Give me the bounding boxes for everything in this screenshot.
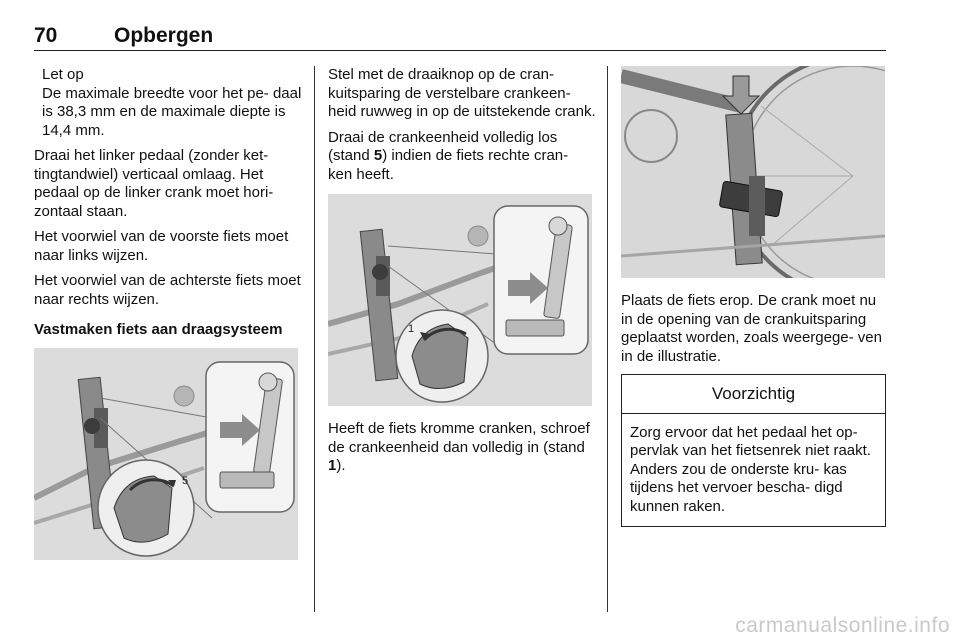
column-middle [328, 66, 596, 483]
paragraph: Het voorwiel van de voorste fiets moet naar links wijzen. [34, 228, 289, 264]
illustration-bike-mounted-crank [621, 66, 885, 278]
note-box [34, 66, 302, 140]
paragraph: Draai het linker pedaal (zonder ket- tingtandwiel) verticaal omlaag. Het pedaal op de linker crank moet hori- zontaal staan. [34, 147, 274, 220]
column-divider [314, 66, 315, 612]
paragraph: Draai de crankeenheid volledig los (stand 5) indien de fiets rechte cran- ken heeft. [328, 128, 569, 183]
page-number: 70 [34, 24, 58, 47]
illustration-crank-knob-position-1 [328, 194, 592, 406]
position-label: 5 [182, 474, 189, 487]
paragraph: Het voorwiel van de achterste fiets moet naar rechts wijzen. [34, 272, 301, 308]
column-right [621, 66, 886, 527]
watermark: carmanualsonline.info [735, 614, 950, 637]
note-label: Let op [42, 66, 84, 83]
position-number: 5 [373, 147, 383, 164]
paragraph: Heeft de fiets kromme cranken, schroef de crankeenheid dan volledig in (stand 1). [328, 420, 590, 474]
position-label: 1 [408, 323, 415, 335]
paragraph: Plaats de fiets erop. De crank moet nu in de opening van de crankuitsparing geplaatst worden, zoals weergege- ven in de illustratie. [621, 292, 882, 365]
note-text: De maximale breedte voor het pe- daal is 38,3 mm en de maximale diepte is 14,4 mm. [42, 84, 302, 139]
column-divider [607, 66, 608, 612]
warning-title: Voorzichtig [622, 375, 885, 414]
paragraph: Stel met de draaiknop op de cran- kuitsparing de verstelbare crankeen- heid ruwweg in op de uitstekende crank. [328, 66, 596, 120]
warning-box [621, 374, 886, 527]
warning-text: Zorg ervoor dat het pedaal het op- pervlak van het fietsenrek niet raakt. Anders zou de onderste kru- kas tijdens het vervoer bescha- digd kunnen raken. [630, 423, 871, 515]
section-heading: Vastmaken fiets aan draagsysteem [34, 321, 283, 338]
position-number: 1 [328, 457, 337, 474]
column-left [34, 66, 302, 560]
page-header [34, 22, 886, 51]
page-title: Opbergen [114, 24, 214, 47]
illustration-crank-knob-position-5 [34, 348, 298, 560]
